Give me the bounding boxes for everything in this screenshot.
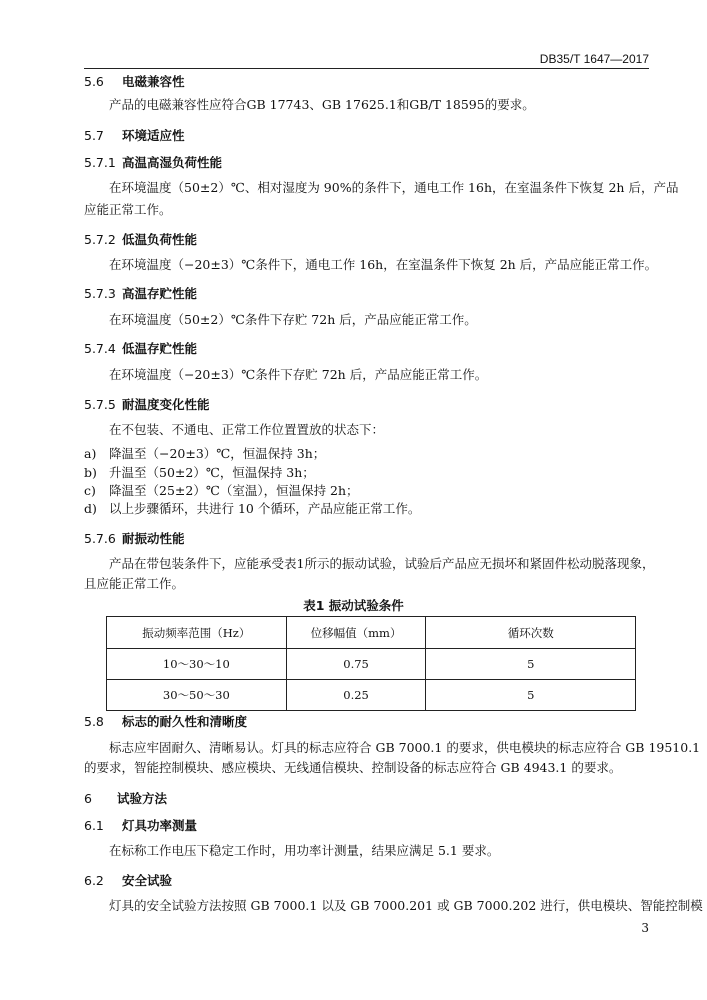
list-text: 降温至（−20±3）℃，恒温保持 3h； (109, 446, 326, 461)
paragraph-5-8-line1: 标志应牢固耐久、清晰易认。灯具的标志应符合 GB 7000.1 的要求，供电模块的标志应符合 GB 19510.1 (109, 740, 701, 755)
paragraph-5-7-1-line2: 应能正常工作。 (84, 202, 172, 217)
paragraph-5-7-3: 在环境温度（50±2）℃条件下存贮 72h 后，产品应能正常工作。 (109, 312, 477, 327)
section-number: 6.1 (84, 818, 104, 833)
section-number: 6 (84, 791, 92, 806)
section-title: 安全试验 (122, 873, 173, 888)
table-cell: 5 (426, 649, 636, 680)
table-row (107, 680, 636, 711)
section-title: 电磁兼容性 (122, 74, 185, 89)
section-number: 5.7.2 (84, 232, 116, 247)
table-header-cell: 循环次数 (426, 617, 636, 649)
section-title: 高温存贮性能 (122, 286, 198, 301)
list-label: d) (84, 501, 97, 516)
heading-6-2 (84, 871, 172, 889)
list-item (84, 444, 325, 462)
table-cell: 5 (426, 680, 636, 711)
section-number: 5.8 (84, 714, 104, 729)
heading-5-7 (84, 126, 185, 144)
heading-5-7-6 (84, 529, 185, 547)
section-title: 灯具功率测量 (122, 818, 198, 833)
table-header-cell: 位移幅值（mm） (286, 617, 426, 649)
paragraph-5-7-4: 在环境温度（−20±3）℃条件下存贮 72h 后，产品应能正常工作。 (109, 367, 488, 382)
section-title: 耐温度变化性能 (122, 397, 210, 412)
heading-5-7-4 (84, 339, 197, 357)
list-text: 以上步骤循环，共进行 10 个循环，产品应能正常工作。 (109, 501, 421, 516)
section-number: 5.7.4 (84, 341, 116, 356)
table-header-row (107, 617, 636, 649)
section-title: 高温高湿负荷性能 (122, 155, 223, 170)
vibration-test-table (106, 616, 636, 711)
table-cell: 0.25 (286, 680, 426, 711)
paragraph-5-6: 产品的电磁兼容性应符合GB 17743、GB 17625.1和GB/T 18595的要求。 (109, 97, 535, 112)
list-item (84, 481, 359, 499)
heading-5-6 (84, 72, 185, 90)
table-cell: 0.75 (286, 649, 426, 680)
section-title: 低温负荷性能 (122, 232, 198, 247)
list-item (84, 463, 315, 481)
paragraph-6-2: 灯具的安全试验方法按照 GB 7000.1 以及 GB 7000.201 或 GB 7000.202 进行，供电模块、智能控制模 (109, 898, 703, 913)
heading-5-7-2 (84, 230, 197, 248)
section-title: 标志的耐久性和清晰度 (122, 714, 248, 729)
header-rule (84, 68, 649, 69)
section-title: 试验方法 (117, 791, 168, 806)
heading-6-1 (84, 816, 197, 834)
section-number: 5.6 (84, 74, 104, 89)
section-title: 环境适应性 (122, 128, 185, 143)
paragraph-5-7-5-intro: 在不包装、不通电、正常工作位置置放的状态下： (109, 422, 385, 437)
section-number: 5.7.1 (84, 155, 116, 170)
standard-code: DB35/T 1647—2017 (539, 52, 649, 66)
section-title: 低温存贮性能 (122, 341, 198, 356)
section-number: 5.7.6 (84, 531, 116, 546)
heading-6 (84, 789, 167, 807)
paragraph-5-7-6-line1: 产品在带包装条件下，应能承受表1所示的振动试验，试验后产品应无损坏和紧固件松动脱落现象， (109, 556, 655, 571)
section-number: 5.7 (84, 128, 104, 143)
section-number: 6.2 (84, 873, 104, 888)
table-cell: 10～30～10 (107, 649, 287, 680)
section-number: 5.7.5 (84, 397, 116, 412)
list-label: a) (84, 446, 97, 461)
table-caption: 表1 振动试验条件 (303, 598, 404, 613)
heading-5-7-1 (84, 153, 222, 171)
list-label: b) (84, 465, 97, 480)
list-text: 升温至（50±2）℃，恒温保持 3h； (109, 465, 315, 480)
paragraph-5-8-line2: 的要求，智能控制模块、感应模块、无线通信模块、控制设备的标志应符合 GB 4943.1 的要求。 (84, 760, 622, 775)
heading-5-8 (84, 712, 247, 730)
list-text: 降温至（25±2）℃（室温），恒温保持 2h； (109, 483, 359, 498)
heading-5-7-5 (84, 395, 210, 413)
paragraph-6-1: 在标称工作电压下稳定工作时，用功率计测量，结果应满足 5.1 要求。 (109, 843, 500, 858)
list-item (84, 499, 420, 517)
heading-5-7-3 (84, 284, 197, 302)
section-title: 耐振动性能 (122, 531, 185, 546)
table-row (107, 649, 636, 680)
paragraph-5-7-1-line1: 在环境温度（50±2）℃、相对湿度为 90%的条件下，通电工作 16h，在室温条件下恢复 2h 后，产品 (109, 180, 679, 195)
section-number: 5.7.3 (84, 286, 116, 301)
table-header-cell: 振动频率范围（Hz） (107, 617, 287, 649)
table-cell: 30～50～30 (107, 680, 287, 711)
list-label: c) (84, 483, 96, 498)
page-number: 3 (641, 921, 649, 935)
paragraph-5-7-6-line2: 且应能正常工作。 (84, 576, 185, 591)
paragraph-5-7-2: 在环境温度（−20±3）℃条件下，通电工作 16h，在室温条件下恢复 2h 后，产品应能正常工作。 (109, 257, 658, 272)
